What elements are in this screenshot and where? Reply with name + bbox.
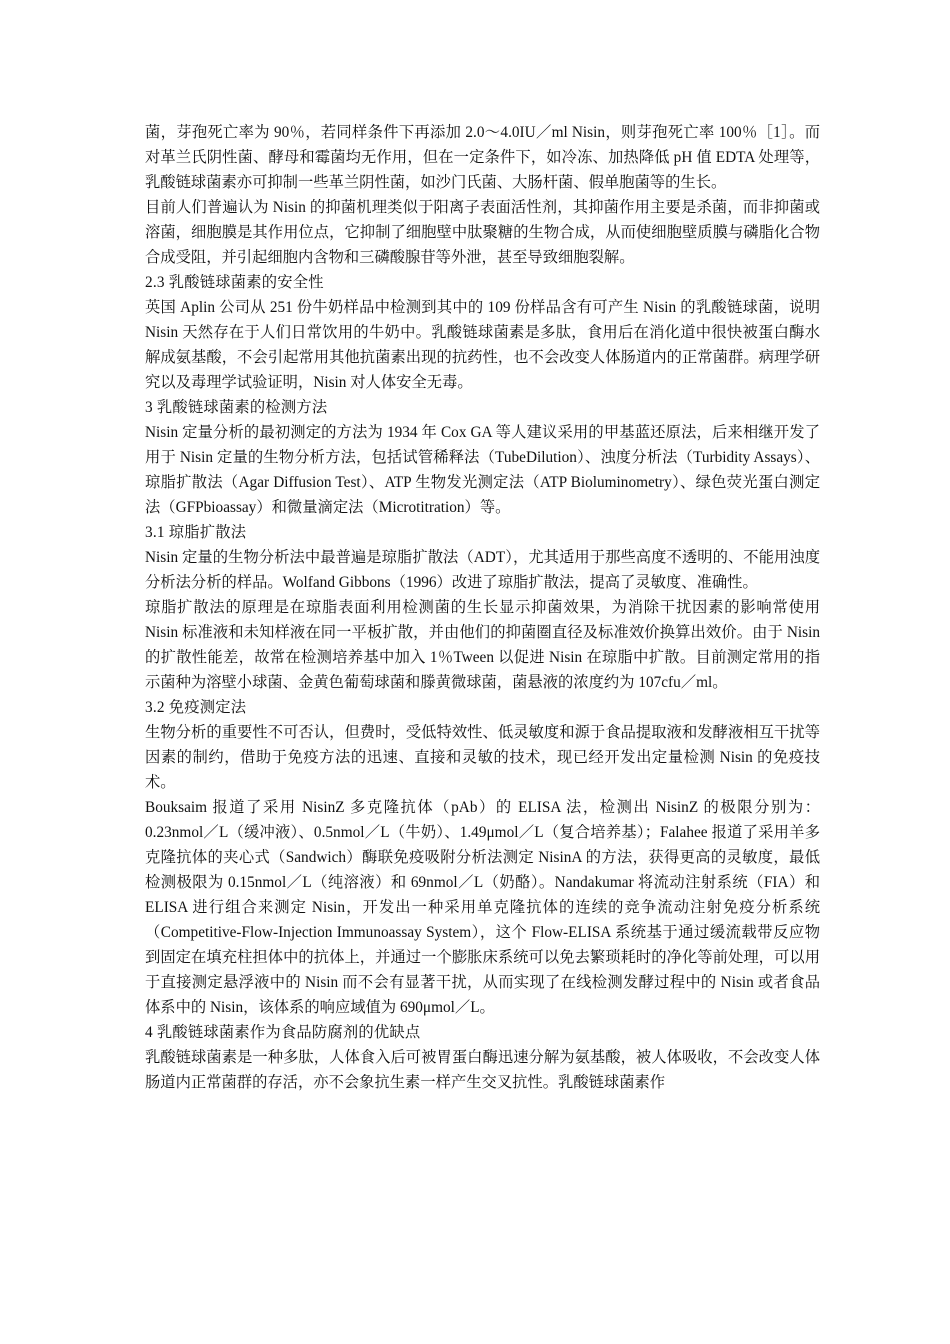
paragraph: Bouksaim 报道了采用 NisinZ 多克隆抗体（pAb）的 ELISA 法，检测出 NisinZ 的极限分别为：0.23nmol／L（缓冲液）、0.5nmol／L（牛奶）、1.49μmol／L（复合培养基）；Falahee 报道了采用羊多克隆抗体的夹心式（Sandwich）酶联免疫吸附分析法测定 NisinA 的方法，获得更高的灵敏度，最低检测极限为 0.15nmol／L（纯溶液）和 69nmol／L（奶酪）。Nandakumar 将流动注射系统（FIA）和 ELISA 进行组合来测定 Nisin，开发出一种采用单克隆抗体的连续的竞争流动注射免疫分析系统（Competitive-Flow-Injection Immunoassay System），这个 Flow-ELISA 系统基于通过缓流载带反应物到固定在填充柱担体中的抗体上，并通过一个膨胀床系统可以免去繁琐耗时的净化等前处理，可以用于直接测定悬浮液中的 Nisin 而不会有显著干扰，从而实现了在线检测发酵过程中的 Nisin 或者食品体系中的 Nisin，该体系的响应域值为 690μmol／L。 <box>145 799 820 1016</box>
paragraph: 菌，芽孢死亡率为 90％，若同样条件下再添加 2.0～4.0IU／ml Nisin，则芽孢死亡率 100％［1］。而对革兰氏阴性菌、酵母和霉菌均无作用，但在一定条件下，如冷冻、加热降低 pH 值 EDTA 处理等，乳酸链球菌素亦可抑制一些革兰阴性菌，如沙门氏菌、大肠杆菌、假单胞菌等的生长。 <box>145 124 820 191</box>
section-heading: 2.3 乳酸链球菌素的安全性 <box>145 274 324 291</box>
paragraph: Nisin 定量的生物分析法中最普遍是琼脂扩散法（ADT），尤其适用于那些高度不透明的、不能用浊度分析法分析的样品。Wolfand Gibbons（1996）改进了琼脂扩散法，提高了灵敏度、准确性。 <box>145 549 820 591</box>
section-heading: 4 乳酸链球菌素作为食品防腐剂的优缺点 <box>145 1024 421 1041</box>
document-body <box>145 120 820 1095</box>
paragraph: 生物分析的重要性不可否认，但费时，受低特效性、低灵敏度和源于食品提取液和发酵液相互干扰等因素的制约，借助于免疫方法的迅速、直接和灵敏的技术，现已经开发出定量检测 Nisin 的免疫技术。 <box>145 724 820 791</box>
paragraph: 琼脂扩散法的原理是在琼脂表面利用检测菌的生长显示抑菌效果，为消除干扰因素的影响常使用 Nisin 标准液和未知样液在同一平板扩散，并由他们的抑菌圈直径及标准效价换算出效价。由于 Nisin 的扩散性能差，故常在检测培养基中加入 1％Tween 以促进 Nisin 在琼脂中扩散。目前测定常用的指示菌种为溶壁小球菌、金黄色葡萄球菌和滕黄微球菌，菌悬液的浓度约为 107cfu／ml。 <box>145 599 820 691</box>
paragraph: 英国 Aplin 公司从 251 份牛奶样品中检测到其中的 109 份样品含有可产生 Nisin 的乳酸链球菌，说明 Nisin 天然存在于人们日常饮用的牛奶中。乳酸链球菌素是多肽，食用后在消化道中很快被蛋白酶水解成氨基酸，不会引起常用其他抗菌素出现的抗药性，也不会改变人体肠道内的正常菌群。病理学研究以及毒理学试验证明，Nisin 对人体安全无毒。 <box>145 299 820 391</box>
section-heading: 3.1 琼脂扩散法 <box>145 524 247 541</box>
paragraph: Nisin 定量分析的最初测定的方法为 1934 年 Cox GA 等人建议采用的甲基蓝还原法，后来相继开发了用于 Nisin 定量的生物分析方法，包括试管稀释法（TubeDilution）、浊度分析法（Turbidity Assays）、琼脂扩散法（Agar Diffusion Test）、ATP 生物发光测定法（ATP Bioluminometry）、绿色荧光蛋白测定法（GFPbioassay）和微量滴定法（Microtitration）等。 <box>145 424 820 516</box>
paragraph: 目前人们普遍认为 Nisin 的抑菌机理类似于阳离子表面活性剂，其抑菌作用主要是杀菌，而非抑菌或溶菌，细胞膜是其作用位点，它抑制了细胞壁中肽聚糖的生物合成，从而使细胞壁质膜与磷脂化合物合成受阻，并引起细胞内含物和三磷酸腺苷等外泄，甚至导致细胞裂解。 <box>145 199 820 266</box>
section-heading: 3 乳酸链球菌素的检测方法 <box>145 399 328 416</box>
paragraph: 乳酸链球菌素是一种多肽，人体食入后可被胃蛋白酶迅速分解为氨基酸，被人体吸收，不会改变人体肠道内正常菌群的存活，亦不会象抗生素一样产生交叉抗性。乳酸链球菌素作 <box>145 1049 820 1091</box>
section-heading: 3.2 免疫测定法 <box>145 699 247 716</box>
